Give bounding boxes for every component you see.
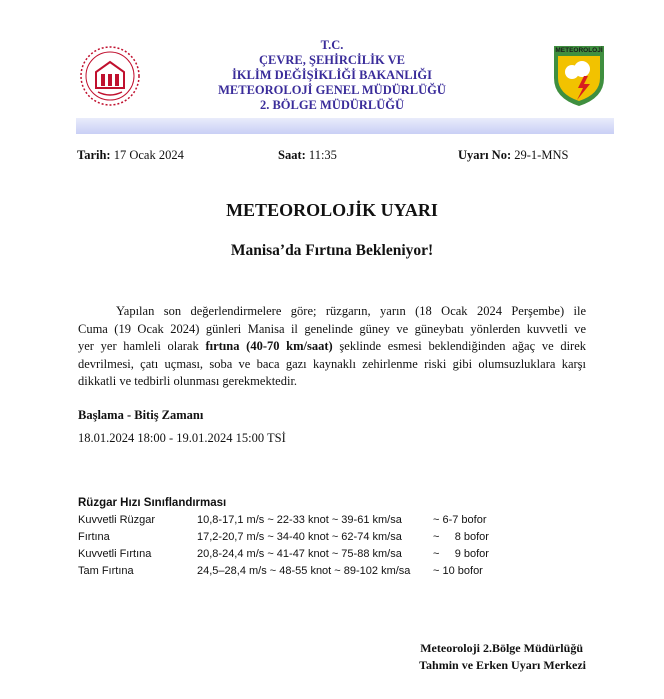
meteorology-logo-text: METEOROLOJİ xyxy=(555,47,603,54)
body-line-3-post: şeklinde esmesi beklendiğinden ağaç ve direk xyxy=(339,339,586,353)
date-field xyxy=(77,148,184,163)
body-line-2: Cuma (19 Ocak 2024) günleri Manisa il genelinde güney ve güneybatı yönlerden kuvvetli ve xyxy=(78,321,586,336)
body-line-3-bold: fırtına (40-70 km/saat) xyxy=(205,339,333,353)
wind-row-speed: 20,8-24,4 m/s ~ 41-47 knot ~ 75-88 km/sa xyxy=(197,548,402,560)
body-line-4: devrilmesi, çatı uçması, soba ve baca gazı kaynaklı zehirlenme riski gibi olumsuzluklara karşı xyxy=(78,356,586,371)
header-band xyxy=(76,118,614,134)
wind-row-name: Kuvvetli Fırtına xyxy=(78,548,152,560)
wind-scale-heading: Rüzgar Hızı Sınıflandırması xyxy=(78,497,227,509)
wind-row-name: Tam Fırtına xyxy=(78,565,134,577)
signature-line-1: Meteoroloji 2.Bölge Müdürlüğü xyxy=(420,641,583,655)
header-line-directorate: METEOROLOJİ GENEL MÜDÜRLÜĞÜ xyxy=(218,83,446,97)
warning-number-value: 29-1-MNS xyxy=(514,148,569,162)
time-label: Saat: xyxy=(278,148,306,162)
period-value: 18.01.2024 18:00 - 19.01.2024 15:00 TSİ xyxy=(78,431,286,445)
header-line-ministry-1: ÇEVRE, ŞEHİRCİLİK VE xyxy=(259,53,405,67)
warning-number-label: Uyarı No: xyxy=(458,148,512,162)
wind-row-speed: 17,2-20,7 m/s ~ 34-40 knot ~ 62-74 km/sa xyxy=(197,531,402,543)
warning-subtitle: Manisa’da Fırtına Bekleniyor! xyxy=(230,242,434,259)
wind-row-speed: 24,5–28,4 m/s ~ 48-55 knot ~ 89-102 km/sa xyxy=(197,565,411,577)
signature-line-2: Tahmin ve Erken Uyarı Merkezi xyxy=(419,658,586,672)
warning-body xyxy=(78,303,586,391)
wind-row-name: Kuvvetli Rüzgar xyxy=(78,514,156,526)
wind-row-name: Fırtına xyxy=(78,531,110,543)
warning-title: METEOROLOJİK UYARI xyxy=(226,200,438,220)
wind-row-bofor: ~ 10 bofor xyxy=(433,565,483,577)
header-line-tc: T.C. xyxy=(320,38,344,52)
wind-row-bofor: ~ 8 bofor xyxy=(433,531,489,543)
period-heading: Başlama - Bitiş Zamanı xyxy=(78,408,204,422)
wind-row-bofor: ~ 6-7 bofor xyxy=(433,514,487,526)
body-line-1: Yapılan son değerlendirmelere göre; rüzgarın, yarın (18 Ocak 2024 Perşembe) ile xyxy=(116,304,586,318)
warning-number-field xyxy=(458,148,568,163)
date-label: Tarih: xyxy=(77,148,111,162)
time-field xyxy=(278,148,337,163)
wind-row-bofor: ~ 9 bofor xyxy=(433,548,489,560)
header-line-region: 2. BÖLGE MÜDÜRLÜĞÜ xyxy=(259,98,405,112)
body-line-3-pre: yer yer hamleli olarak xyxy=(78,339,199,353)
header-line-ministry-2: İKLİM DEĞİŞİKLİĞİ BAKANLIĞI xyxy=(231,68,433,82)
body-line-5: dikkatli ve tedbirli olunması gerekmektedir. xyxy=(78,374,298,388)
wind-row-speed: 10,8-17,1 m/s ~ 22-33 knot ~ 39-61 km/sa xyxy=(197,514,402,526)
date-value: 17 Ocak 2024 xyxy=(113,148,184,162)
time-value: 11:35 xyxy=(308,148,337,162)
